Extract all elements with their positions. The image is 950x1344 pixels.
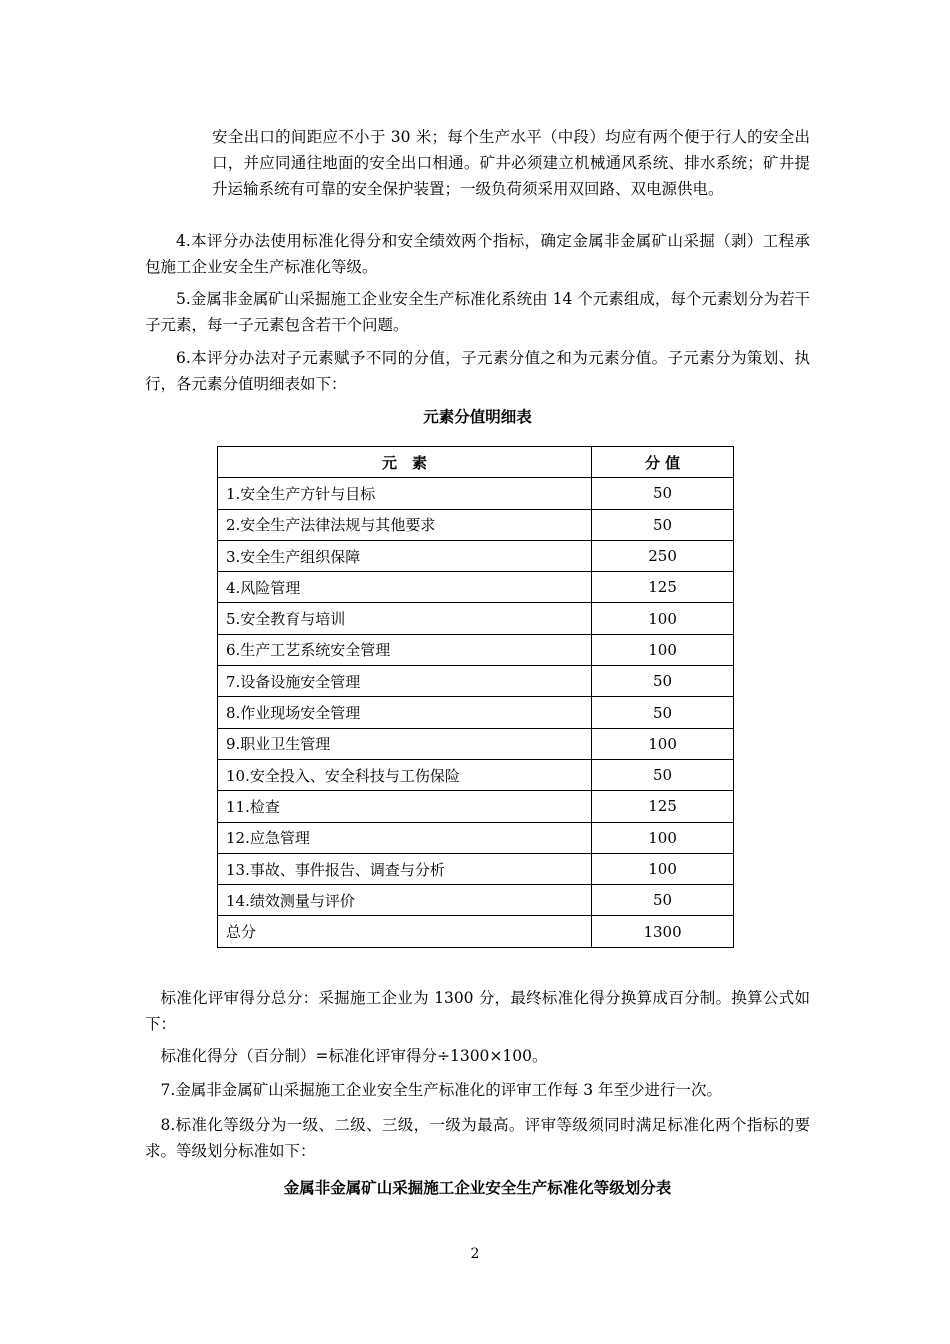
element-score-cell: 50 [592, 478, 734, 509]
table-row [218, 791, 734, 822]
table-row [218, 728, 734, 759]
paragraph-8: 8.标准化等级分为一级、二级、三级，一级为最高。评审等级须同时满足标准化两个指标的要求。等级划分标准如下： [145, 1116, 810, 1160]
continued-paragraph: 安全出口的间距应不小于 30 米；每个生产水平（中段）均应有两个便于行人的安全出口，并应同通往地面的安全出口相通。矿井必须建立机械通风系统、排水系统；矿井提升运输系统有可靠的安全保护装置；一级负荷须采用双回路、双电源供电。 [212, 128, 810, 198]
element-name-cell: 10.安全投入、安全科技与工伤保险 [218, 759, 592, 790]
element-name-cell: 4.风险管理 [218, 572, 592, 603]
page-number: 2 [470, 1246, 480, 1262]
table-row [218, 759, 734, 790]
element-score-cell: 100 [592, 603, 734, 634]
paragraph-7: 7.金属非金属矿山采掘施工企业安全生产标准化的评审工作每 3 年至少进行一次。 [160, 1081, 723, 1099]
element-name-cell: 7.设备设施安全管理 [218, 666, 592, 697]
element-name-cell: 11.检查 [218, 791, 592, 822]
table-row [218, 697, 734, 728]
formula-paragraph: 标准化得分（百分制）=标准化评审得分÷1300×100。 [160, 1047, 548, 1065]
element-score-cell: 125 [592, 791, 734, 822]
element-name-cell: 总分 [218, 916, 592, 947]
table-row [218, 572, 734, 603]
element-score-cell: 100 [592, 853, 734, 884]
element-score-cell: 100 [592, 822, 734, 853]
element-name-cell: 9.职业卫生管理 [218, 728, 592, 759]
element-score-cell: 50 [592, 509, 734, 540]
element-name-cell: 6.生产工艺系统安全管理 [218, 634, 592, 665]
element-score-cell: 100 [592, 728, 734, 759]
element-score-cell: 250 [592, 540, 734, 571]
element-name-cell: 5.安全教育与培训 [218, 603, 592, 634]
element-name-cell: 14.绩效测量与评价 [218, 885, 592, 916]
element-score-cell: 100 [592, 634, 734, 665]
element-score-cell: 50 [592, 885, 734, 916]
header-element: 元 素 [218, 447, 592, 478]
element-name-cell: 13.事故、事件报告、调查与分析 [218, 853, 592, 884]
table-row [218, 822, 734, 853]
element-name-cell: 12.应急管理 [218, 822, 592, 853]
element-score-cell: 50 [592, 666, 734, 697]
table-row [218, 885, 734, 916]
table-row [218, 603, 734, 634]
element-score-cell: 50 [592, 697, 734, 728]
element-name-cell: 3.安全生产组织保障 [218, 540, 592, 571]
table-title-element-scores: 元素分值明细表 [423, 408, 532, 426]
table-row [218, 634, 734, 665]
element-score-cell: 50 [592, 759, 734, 790]
element-name-cell: 8.作业现场安全管理 [218, 697, 592, 728]
paragraph-5: 5.金属非金属矿山采掘施工企业安全生产标准化系统由 14 个元素组成，每个元素划分为若干子元素，每一子元素包含若干个问题。 [145, 290, 810, 334]
table-row [218, 666, 734, 697]
element-name-cell: 2.安全生产法律法规与其他要求 [218, 509, 592, 540]
table-row [218, 540, 734, 571]
score-total-paragraph: 标准化评审得分总分：采掘施工企业为 1300 分，最终标准化得分换算成百分制。换算公式如下： [145, 989, 810, 1033]
table-row [218, 509, 734, 540]
element-name-cell: 1.安全生产方针与目标 [218, 478, 592, 509]
table-body [218, 478, 734, 947]
header-score: 分 值 [592, 447, 734, 478]
paragraph-6: 6.本评分办法对子元素赋予不同的分值，子元素分值之和为元素分值。子元素分为策划、执行，各元素分值明细表如下： [145, 349, 810, 393]
table-header-row [218, 447, 734, 478]
table-title-grade-levels: 金属非金属矿山采掘施工企业安全生产标准化等级划分表 [283, 1179, 672, 1197]
element-score-cell: 1300 [592, 916, 734, 947]
table-row [218, 916, 734, 947]
element-score-table [217, 446, 734, 948]
table-row [218, 853, 734, 884]
element-score-cell: 125 [592, 572, 734, 603]
table-row [218, 478, 734, 509]
paragraph-4: 4.本评分办法使用标准化得分和安全绩效两个指标，确定金属非金属矿山采掘（剥）工程承包施工企业安全生产标准化等级。 [145, 232, 810, 276]
